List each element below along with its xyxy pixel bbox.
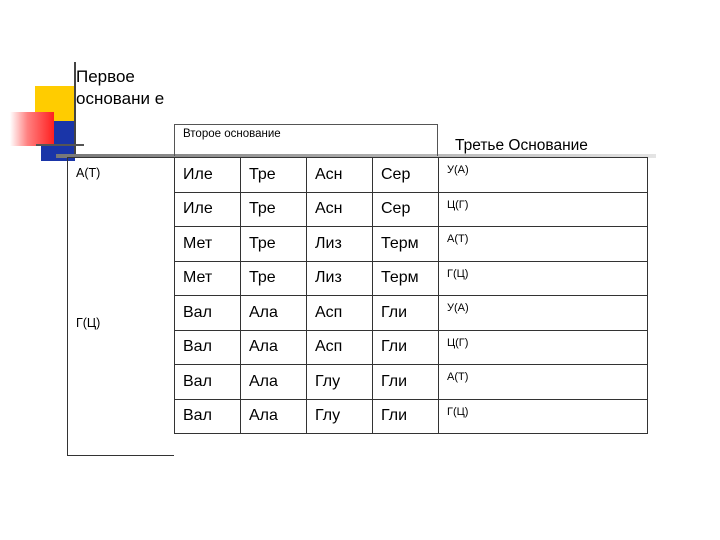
amino-acid-cell: Ала: [241, 365, 307, 400]
amino-acid-cell: Асп: [307, 296, 373, 331]
amino-acid-cell: Мет: [175, 261, 241, 296]
amino-acid-cell: Гли: [373, 365, 439, 400]
table-row: [175, 227, 648, 262]
first-base-label: А(Т): [76, 166, 101, 180]
amino-acid-cell: Ала: [241, 330, 307, 365]
amino-acid-cell: Глу: [307, 365, 373, 400]
table-row: [175, 330, 648, 365]
table-row: [175, 296, 648, 331]
amino-acid-cell: Асн: [307, 192, 373, 227]
first-base-heading: Первое основани е: [76, 67, 165, 108]
amino-acid-cell: Гли: [373, 296, 439, 331]
amino-acid-cell: Ала: [241, 296, 307, 331]
amino-acid-cell: Глу: [307, 399, 373, 434]
table-row: [175, 158, 648, 193]
amino-acid-cell: Вал: [175, 365, 241, 400]
amino-acid-cell: Тре: [241, 261, 307, 296]
third-base-cell: Ц(Г): [439, 330, 648, 365]
amino-acid-cell: Тре: [241, 227, 307, 262]
amino-acid-cell: Сер: [373, 158, 439, 193]
first-base-column: [67, 157, 174, 456]
third-base-cell: У(А): [439, 158, 648, 193]
second-base-heading: Второе основание: [183, 128, 281, 140]
first-base-label: Г(Ц): [76, 316, 101, 330]
codon-table: [174, 157, 648, 434]
table-row: [175, 261, 648, 296]
third-base-cell: Ц(Г): [439, 192, 648, 227]
amino-acid-cell: Гли: [373, 399, 439, 434]
decor-red-bar: [10, 112, 54, 146]
amino-acid-cell: Терм: [373, 227, 439, 262]
third-base-cell: А(Т): [439, 227, 648, 262]
amino-acid-cell: Асн: [307, 158, 373, 193]
third-base-cell: Г(Ц): [439, 261, 648, 296]
amino-acid-cell: Асп: [307, 330, 373, 365]
amino-acid-cell: Лиз: [307, 261, 373, 296]
amino-acid-cell: Гли: [373, 330, 439, 365]
amino-acid-cell: Вал: [175, 296, 241, 331]
amino-acid-cell: Ала: [241, 399, 307, 434]
decor-horizontal-line: [36, 144, 84, 146]
amino-acid-cell: Сер: [373, 192, 439, 227]
table-row: [175, 399, 648, 434]
amino-acid-cell: Иле: [175, 192, 241, 227]
amino-acid-cell: Вал: [175, 399, 241, 434]
amino-acid-cell: Тре: [241, 192, 307, 227]
third-base-heading: Третье Основание: [455, 137, 588, 154]
amino-acid-cell: Терм: [373, 261, 439, 296]
amino-acid-cell: Тре: [241, 158, 307, 193]
amino-acid-cell: Вал: [175, 330, 241, 365]
third-base-cell: У(А): [439, 296, 648, 331]
amino-acid-cell: Иле: [175, 158, 241, 193]
table-row: [175, 192, 648, 227]
third-base-cell: А(Т): [439, 365, 648, 400]
amino-acid-cell: Лиз: [307, 227, 373, 262]
table-row: [175, 365, 648, 400]
third-base-cell: Г(Ц): [439, 399, 648, 434]
amino-acid-cell: Мет: [175, 227, 241, 262]
